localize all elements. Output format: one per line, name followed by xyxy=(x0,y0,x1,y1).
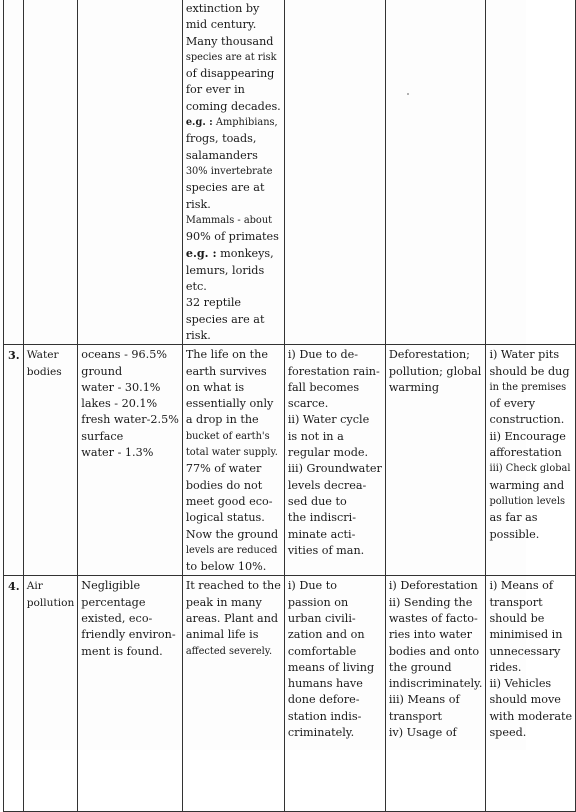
topic-cell xyxy=(23,576,78,812)
cell-line: vities of man. xyxy=(287,543,365,557)
cell-line: salamanders xyxy=(185,148,258,162)
scan-speck xyxy=(407,93,409,95)
cell-line: i) Due to de- xyxy=(287,348,359,362)
cell-line: minate acti- xyxy=(287,527,356,541)
cell-line: bucket of earth's xyxy=(185,430,270,442)
cell-line: zation and on xyxy=(287,628,365,642)
cell-line: ii) Water cycle xyxy=(287,413,370,427)
cell-line: to below 10%. xyxy=(185,560,267,574)
cell-line: ii) Vehicles xyxy=(489,677,552,691)
cell-line: 32 reptile xyxy=(185,296,242,310)
cell-line: ground xyxy=(81,364,123,378)
cell-line: risk. xyxy=(185,197,211,211)
cell-line: meet good eco- xyxy=(185,494,273,508)
cell-line: sed due to xyxy=(287,494,347,508)
cell-line: on what is xyxy=(185,380,245,394)
cell-line: e.g. : Amphibians, xyxy=(185,117,278,129)
cell-line: species are at xyxy=(185,181,265,195)
cell-line: for ever in xyxy=(185,83,245,97)
cell-line: warming and xyxy=(489,478,565,492)
cell-line: risk. xyxy=(185,328,211,342)
cell-line: Mammals - about xyxy=(185,214,273,226)
causes-cell xyxy=(385,0,486,345)
cell-line: 77% of water xyxy=(185,462,262,476)
cell-line: water - 30.1% xyxy=(81,380,161,394)
cell-line: etc. xyxy=(185,280,207,294)
cell-line: criminately. xyxy=(287,726,355,740)
cell-line: the ground xyxy=(388,660,452,674)
causes-cell xyxy=(385,345,486,576)
example-label: e.g. : xyxy=(185,246,217,261)
cell-line: affected severely. xyxy=(185,645,273,657)
cell-line: oceans - 96.5% xyxy=(81,348,167,362)
cell-line: with moderate xyxy=(489,709,573,723)
cell-line: iv) Usage of xyxy=(388,726,457,740)
status-present-cell xyxy=(182,576,284,812)
cell-line: scarce. xyxy=(287,397,329,411)
measures-cell xyxy=(486,0,576,345)
table-row xyxy=(4,0,576,345)
cell-line: means of living xyxy=(287,660,375,674)
cell-line: afforestation xyxy=(489,446,562,460)
cell-line: lakes - 20.1% xyxy=(81,397,158,411)
cell-line: Water xyxy=(26,349,59,362)
cell-line: unnecessary xyxy=(489,644,561,658)
row-number: 3. xyxy=(4,345,24,576)
cell-line: iii) Means of xyxy=(388,693,460,707)
cell-line: iii) Check global xyxy=(489,463,571,475)
cell-line: i) Means of xyxy=(489,579,554,593)
cell-line: should be xyxy=(489,611,545,625)
cell-line: levels decrea- xyxy=(287,478,367,492)
cell-line: minimised in xyxy=(489,628,563,642)
cell-line: should move xyxy=(489,693,561,707)
reasons-cell xyxy=(284,0,385,345)
status-past-cell xyxy=(78,0,183,345)
measures-cell xyxy=(486,576,576,812)
cell-line: bodies xyxy=(26,365,62,378)
row-number: 4. xyxy=(4,576,24,812)
cell-line: surface xyxy=(81,429,124,443)
cell-line: coming decades. xyxy=(185,99,281,113)
cell-line: station indis- xyxy=(287,709,362,723)
status-past-cell xyxy=(78,345,183,576)
cell-line: essentially only xyxy=(185,397,274,411)
cell-line: of every xyxy=(489,397,536,411)
cell-line: extinction by xyxy=(185,2,260,15)
cell-line: bodies and onto xyxy=(388,644,480,658)
cell-line: i) Deforestation xyxy=(388,579,478,593)
cell-line: urban civili- xyxy=(287,611,356,625)
cell-line: logical status. xyxy=(185,511,265,525)
status-present-cell xyxy=(182,345,284,576)
cell-line: fall becomes xyxy=(287,380,360,394)
cell-line: possible. xyxy=(489,527,540,541)
cell-line: the indiscri- xyxy=(287,511,356,525)
cell-line: The life on the xyxy=(185,348,268,362)
cell-line: i) Water pits xyxy=(489,348,560,362)
cell-line: bodies do not xyxy=(185,478,263,492)
cell-line: existed, eco- xyxy=(81,611,153,625)
cell-line: percentage xyxy=(81,595,146,609)
reasons-cell xyxy=(284,576,385,812)
cell-line: It reached to the xyxy=(185,579,281,593)
cell-line: a drop in the xyxy=(185,413,259,427)
cell-line: 90% of primates xyxy=(185,230,279,244)
topic-cell xyxy=(23,0,78,345)
cell-line: iii) Groundwater xyxy=(287,462,382,476)
table-body xyxy=(4,0,576,812)
cell-line: rides. xyxy=(489,660,522,674)
table-row xyxy=(4,576,576,812)
cell-line: transport xyxy=(388,709,443,723)
cell-line: Many thousand xyxy=(185,34,274,48)
cell-line: e.g. : monkeys, xyxy=(185,246,274,261)
cell-line: Now the ground xyxy=(185,527,279,541)
cell-line: pollution levels xyxy=(489,495,565,507)
example-label: e.g. : xyxy=(185,117,213,129)
cell-line: regular mode. xyxy=(287,446,369,460)
cell-line: ii) Sending the xyxy=(388,595,473,609)
cell-line: ment is found. xyxy=(81,644,163,658)
table-row xyxy=(4,345,576,576)
cell-line: animal life is xyxy=(185,628,259,642)
status-present-cell xyxy=(182,0,284,345)
cell-line: areas. Plant and xyxy=(185,611,279,625)
status-past-cell xyxy=(78,576,183,812)
cell-line: should be dug xyxy=(489,364,570,378)
cell-line: Air xyxy=(26,580,43,593)
cell-line: water - 1.3% xyxy=(81,446,154,460)
measures-cell xyxy=(486,345,576,576)
cell-line: earth survives xyxy=(185,364,267,378)
row-number xyxy=(4,0,24,345)
cell-line: transport xyxy=(489,595,543,609)
cell-line: indiscriminately. xyxy=(388,677,483,691)
cell-line: pollution; global xyxy=(388,364,482,378)
cell-line: i) Due to xyxy=(287,579,337,593)
cell-line: Negligible xyxy=(81,579,141,593)
environment-issues-table xyxy=(3,0,576,812)
cell-line: comfortable xyxy=(287,644,357,658)
cell-line: humans have xyxy=(287,677,363,691)
cell-line: ii) Encourage xyxy=(489,429,566,443)
cell-line: is not in a xyxy=(287,429,344,443)
cell-line: of disappearing xyxy=(185,67,275,81)
cell-line: Deforestation; xyxy=(388,348,470,362)
cell-line: friendly environ- xyxy=(81,628,176,642)
cell-line: ries into water xyxy=(388,628,472,642)
cell-line: species are at risk xyxy=(185,51,277,63)
cell-line: lemurs, lorids xyxy=(185,263,265,277)
cell-line: wastes of facto- xyxy=(388,611,478,625)
cell-line: 30% invertebrate xyxy=(185,165,273,177)
cell-line: fresh water-2.5% xyxy=(81,413,179,427)
cell-line: in the premises xyxy=(489,381,567,393)
cell-line: pollution xyxy=(26,596,75,609)
cell-line: warming xyxy=(388,380,439,394)
cell-line: total water supply. xyxy=(185,447,278,459)
cell-line: frogs, toads, xyxy=(185,132,257,146)
cell-line: as far as xyxy=(489,511,538,525)
cell-line: speed. xyxy=(489,726,527,740)
cell-line: levels are reduced xyxy=(185,544,278,556)
cell-line: forestation rain- xyxy=(287,364,380,378)
cell-line: mid century. xyxy=(185,18,257,32)
cell-line: species are at xyxy=(185,312,265,326)
causes-cell xyxy=(385,576,486,812)
cell-line: peak in many xyxy=(185,595,262,609)
reasons-cell xyxy=(284,345,385,576)
cell-line: done defore- xyxy=(287,693,360,707)
cell-line: passion on xyxy=(287,595,349,609)
topic-cell xyxy=(23,345,78,576)
cell-line: construction. xyxy=(489,413,565,427)
